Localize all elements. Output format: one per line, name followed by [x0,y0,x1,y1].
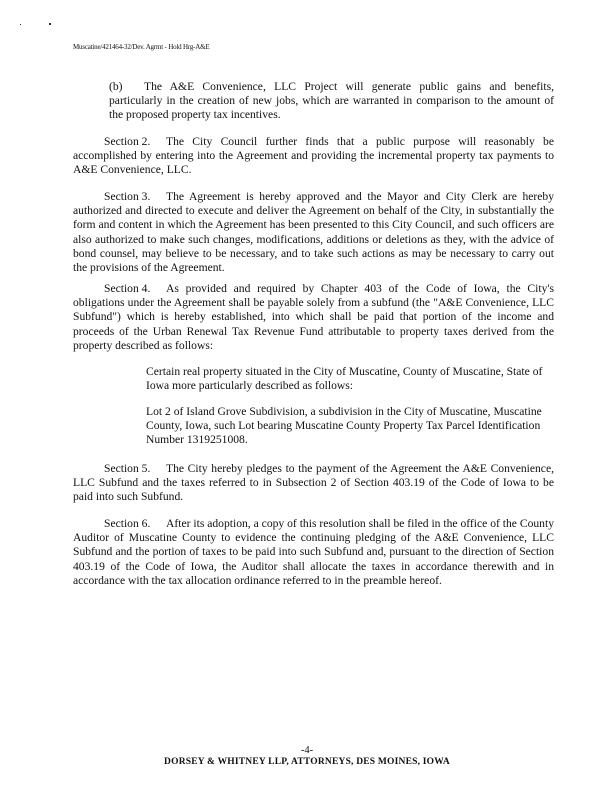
section-3 [73,190,554,275]
section-label: Section 4. [104,282,151,295]
firm-footer: DORSEY & WHITNEY LLP, ATTORNEYS, DES MOINES, IOWA [164,757,450,767]
section-text: The City hereby pledges to the payment of the Agreement the A&E Convenience, LLC Subfund and the taxes referred to in Subsection 2 of Section 403.19 of the Code of Iowa to be paid into such Subfund. [73,462,554,504]
section-text: The City Council further finds that a public purpose will reasonably be accomplished by entering into the Agreement and providing the incremental property tax payments to A&E Convenience, LLC. [73,135,554,177]
scan-speck [20,24,21,25]
paragraph-label: (b) [109,80,123,93]
section-6 [73,517,554,588]
paragraph-b [109,80,554,123]
section-label: Section 3. [104,190,151,203]
document-reference: Muscatine/421464-32/Dev. Agrmt - Hold Hrg-A&E [73,43,210,51]
section-text: After its adoption, a copy of this resolution shall be filed in the office of the County Auditor of Muscatine County to evidence the continuing pledging of the A&E Convenience, LLC Subfund and the portion of taxes to be paid into such Subfund and, pursuant to the direction of Section 403.19 of the Code of Iowa, the Auditor shall allocate the taxes in accordance therewith and in accordance with the tax allocation ordinance referred to in the preamble hereof. [73,517,554,587]
section-5 [73,462,554,505]
legal-description: Lot 2 of Island Grove Subdivision, a subdivision in the City of Muscatine, Muscatine County, Iowa, such Lot bearing Muscatine County Property Tax Parcel Identification Number 1319251008. [146,405,542,447]
section-2 [73,135,554,178]
section-label: Section 5. [104,462,151,475]
section-text: As provided and required by Chapter 403 of the Code of Iowa, the City's obligations under the Agreement shall be payable solely from a subfund (the "A&E Convenience, LLC Subfund") which is hereby established, into which shall be paid that portion of the income and proceeds of the Urban Renewal Tax Revenue Fund attributable to property taxes derived from the property described as follows: [73,282,554,352]
scan-speck [49,23,51,25]
property-intro: Certain real property situated in the City of Muscatine, County of Muscatine, State of Iowa more particularly described as follows: [146,365,543,393]
paragraph-text: The A&E Convenience, LLC Project will generate public gains and benefits, particularly in the creation of new jobs, which are warranted in comparison to the amount of the proposed property tax incentives. [109,80,554,122]
page-number: -4- [300,745,314,756]
section-label: Section 6. [104,517,151,530]
section-label: Section 2. [104,135,151,148]
section-4 [73,282,554,353]
section-text: The Agreement is hereby approved and the Mayor and City Clerk are hereby authorized and directed to execute and deliver the Agreement on behalf of the City, in substantially the form and content in which the Agreement has been presented to this City Council, and such officers are also authorized to make such changes, modifications, additions or deletions as they, with the advice of bond counsel, may believe to be necessary, and to take such actions as may be necessary to carry out the provisions of the Agreement. [73,190,554,275]
